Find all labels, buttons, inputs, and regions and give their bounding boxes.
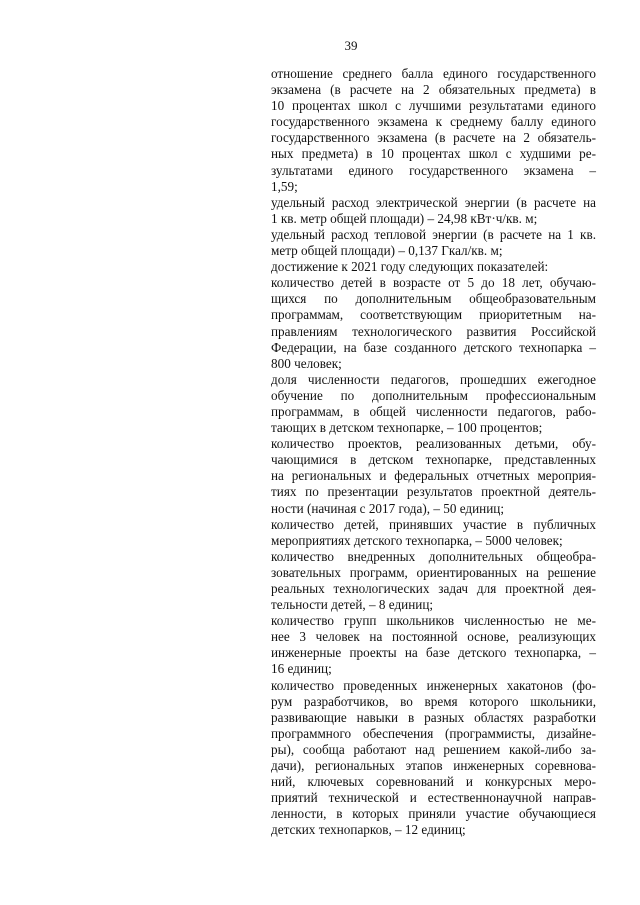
- text-line: метр общей площади) – 0,137 Гкал/кв. м;: [271, 243, 503, 259]
- text-line: ности (начиная с 2017 года), – 50 единиц;: [271, 500, 505, 516]
- paragraph: [271, 275, 596, 372]
- text-line: дачи), региональных этапов инженерных соревнова-: [271, 758, 596, 774]
- text-line: ний, ключевых соревнований и конкурсных меро-: [271, 774, 596, 790]
- text-line: достижение к 2021 году следующих показателей:: [271, 259, 549, 275]
- text-line: мероприятиях детского технопарка, – 5000 человек;: [271, 532, 563, 548]
- text-line: удельный расход тепловой энергии (в расчете на 1 кв.: [271, 226, 596, 242]
- text-line: щихся по дополнительным общеобразовательным: [271, 291, 596, 307]
- paragraph: [271, 678, 596, 839]
- text-line: Федерации, на базе созданного детского технопарка –: [271, 339, 596, 355]
- text-line: инженерные проекты на базе детского технопарка, –: [271, 645, 596, 661]
- text-line: экзамена (в расчете на 2 обязательных предмета) в: [271, 82, 596, 98]
- text-line: отношение среднего балла единого государственного: [271, 66, 596, 81]
- text-line: развивающие навыки в разных областях разработки: [271, 709, 596, 725]
- text-line: зультатами единого государственного экзамена –: [271, 162, 596, 178]
- text-line: удельный расход электрической энергии (в расчете на: [271, 194, 596, 210]
- text-line: количество проектов, реализованных детьми, обу-: [271, 436, 596, 452]
- text-line: 10 процентах школ с лучшими результатами единого: [271, 98, 596, 114]
- paragraph: [271, 372, 596, 436]
- text-line: ных предмета) в 10 процентах школ с худшими ре-: [271, 146, 596, 162]
- text-line: государственного экзамена (в расчете на 2 обязатель-: [271, 130, 596, 146]
- text-line: нее 3 человек на постоянной основе, реализующих: [271, 629, 596, 645]
- text-line: количество детей в возрасте от 5 до 18 лет, обучаю-: [271, 275, 596, 291]
- text-line: программам, соответствующим приоритетным на-: [271, 307, 596, 323]
- text-line: программного обеспечения (программисты, дизайне-: [271, 725, 596, 741]
- text-line: количество групп школьников численностью не ме-: [271, 613, 596, 629]
- paragraph: [271, 66, 596, 195]
- text-line: программам, в общей численности педагогов, рабо-: [271, 403, 596, 419]
- text-line: количество детей, принявших участие в публичных: [271, 516, 596, 532]
- text-line: государственного экзамена к среднему баллу единого: [271, 114, 596, 130]
- text-line: 1 кв. метр общей площади) – 24,98 кВт·ч/кв. м;: [271, 210, 538, 226]
- document-body: [271, 66, 596, 839]
- text-line: тельности детей, – 8 единиц;: [271, 597, 434, 613]
- paragraph: [271, 517, 596, 549]
- text-line: чающимися в детском технопарке, представленных: [271, 452, 596, 468]
- text-line: правлениям технологического развития Российской: [271, 323, 596, 339]
- text-line: тающих в детском технопарке, – 100 процентов;: [271, 420, 543, 436]
- text-line: зовательных программ, ориентированных на решение: [271, 564, 596, 580]
- text-line: 1,59;: [271, 178, 298, 194]
- page-number: 39: [344, 38, 358, 53]
- paragraph: [271, 436, 596, 516]
- text-line: на региональных и федеральных отчетных мероприя-: [271, 468, 596, 484]
- text-line: количество внедренных дополнительных общеобра-: [271, 548, 596, 564]
- text-line: реальных технологических задач для проектной дея-: [271, 581, 596, 596]
- text-line: приятий технической и естественнонаучной направ-: [271, 790, 596, 806]
- text-line: обучение по дополнительным профессиональным: [271, 387, 596, 403]
- paragraph: [271, 259, 596, 275]
- text-line: ры), сообща работают над решением какой-либо за-: [271, 741, 596, 757]
- text-line: детских технопарков, – 12 единиц;: [271, 822, 466, 838]
- text-line: доля численности педагогов, прошедших ежегодное: [271, 371, 596, 387]
- paragraph: [271, 195, 596, 227]
- text-line: 16 единиц;: [271, 661, 332, 677]
- text-line: тиях по презентации результатов проектной деятель-: [271, 484, 596, 500]
- paragraph: [271, 613, 596, 677]
- paragraph: [271, 549, 596, 613]
- paragraph: [271, 227, 596, 259]
- text-line: 800 человек;: [271, 355, 342, 371]
- text-line: количество проведенных инженерных хакатонов (фо-: [271, 677, 596, 693]
- text-line: рум разработчиков, во время которого школьники,: [271, 693, 596, 709]
- text-line: ленности, в которых приняли участие обучающиеся: [271, 806, 596, 822]
